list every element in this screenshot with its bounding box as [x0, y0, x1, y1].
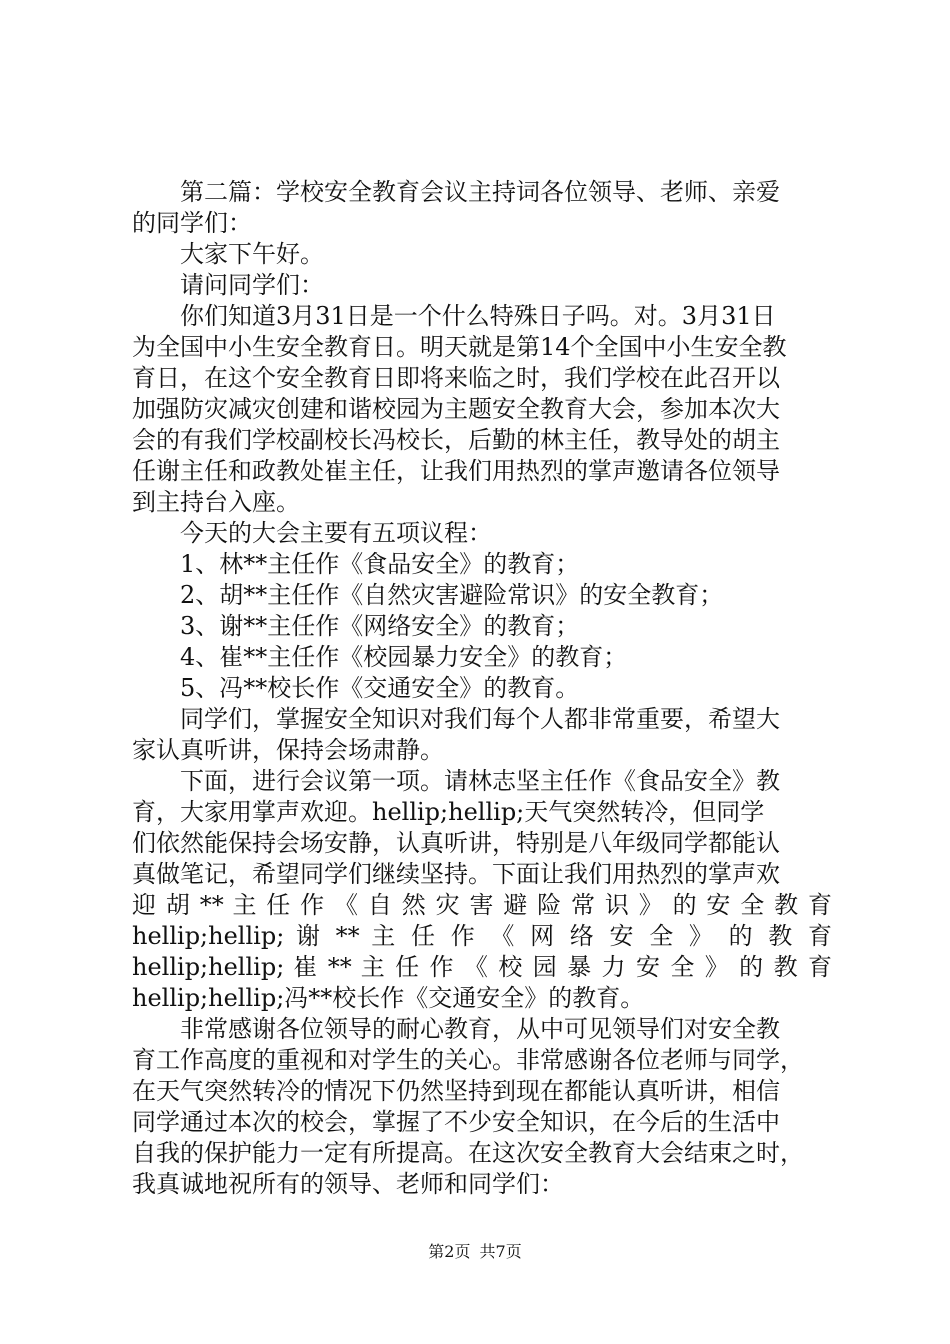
text-line: 会的有我们学校副校长冯校长，后勤的林主任，教导处的胡主 [132, 426, 780, 454]
text-line: 今天的大会主要有五项议程： [180, 519, 492, 547]
text-line: 的同学们： [132, 209, 252, 237]
text-line: 同学们，掌握安全知识对我们每个人都非常重要，希望大 [180, 705, 780, 733]
text-line: 任谢主任和政教处崔主任，让我们用热烈的掌声邀请各位领导 [132, 457, 780, 485]
text-line: 2、胡**主任作《自然灾害避险常识》的安全教育； [180, 581, 724, 609]
text-line: hellip;hellip;冯**校长作《交通安全》的教育。 [132, 984, 645, 1012]
text-line: 真做笔记，希望同学们继续坚持。下面让我们用热烈的掌声欢 [132, 860, 780, 888]
text-line: 我真诚地祝所有的领导、老师和同学们： [132, 1170, 564, 1198]
text-line: hellip;hellip; 谢 ** 主 任 作 《 网 络 安 全 》 的 教 育 [132, 922, 832, 950]
page-total: 共7页 [479, 1242, 522, 1261]
text-line: 下面，进行会议第一项。请林志坚主任作《食品安全》教 [180, 767, 780, 795]
text-line: 自我的保护能力一定有所提高。在这次安全教育大会结束之时， [132, 1139, 804, 1167]
text-line: 请问同学们： [180, 271, 324, 299]
text-line: hellip;hellip; 崔 ** 主 任 作 《 校 园 暴 力 安 全 》 的 教 育 [132, 953, 832, 981]
text-line: 同学通过本次的校会，掌握了不少安全知识，在今后的生活中 [132, 1108, 780, 1136]
text-line: 4、崔**主任作《校园暴力安全》的教育； [180, 643, 628, 671]
text-line: 为全国中小生安全教育日。明天就是第14个全国中小生安全教 [132, 333, 787, 361]
page-footer [0, 1241, 950, 1263]
text-line: 到主持台入座。 [132, 488, 300, 516]
text-line: 们依然能保持会场安静，认真听讲，特别是八年级同学都能认 [132, 829, 780, 857]
text-line: 在天气突然转冷的情况下仍然坚持到现在都能认真听讲，相信 [132, 1077, 780, 1105]
text-line: 你们知道3月31日是一个什么特殊日子吗。对。3月31日 [180, 302, 776, 330]
document-body [132, 177, 832, 1200]
text-line: 3、谢**主任作《网络安全》的教育； [180, 612, 580, 640]
text-line: 5、冯**校长作《交通安全》的教育。 [180, 674, 580, 702]
text-line: 育日，在这个安全教育日即将来临之时，我们学校在此召开以 [132, 364, 780, 392]
text-line: 第二篇：学校安全教育会议主持词各位领导、老师、亲爱 [180, 178, 780, 206]
page-number: 第2页 [428, 1242, 471, 1261]
text-line: 家认真听讲，保持会场肃静。 [132, 736, 444, 764]
text-line: 大家下午好。 [180, 240, 324, 268]
text-line: 非常感谢各位领导的耐心教育，从中可见领导们对安全教 [180, 1015, 780, 1043]
text-line: 育工作高度的重视和对学生的关心。非常感谢各位老师与同学， [132, 1046, 804, 1074]
text-line: 育，大家用掌声欢迎。hellip;hellip;天气突然转冷，但同学 [132, 798, 765, 826]
text-line: 迎 胡 ** 主 任 作 《 自 然 灾 害 避 险 常 识 》 的 安 全 教 育 [132, 891, 832, 919]
text-line: 1、林**主任作《食品安全》的教育； [180, 550, 580, 578]
text-line: 加强防灾减灾创建和谐校园为主题安全教育大会，参加本次大 [132, 395, 780, 423]
